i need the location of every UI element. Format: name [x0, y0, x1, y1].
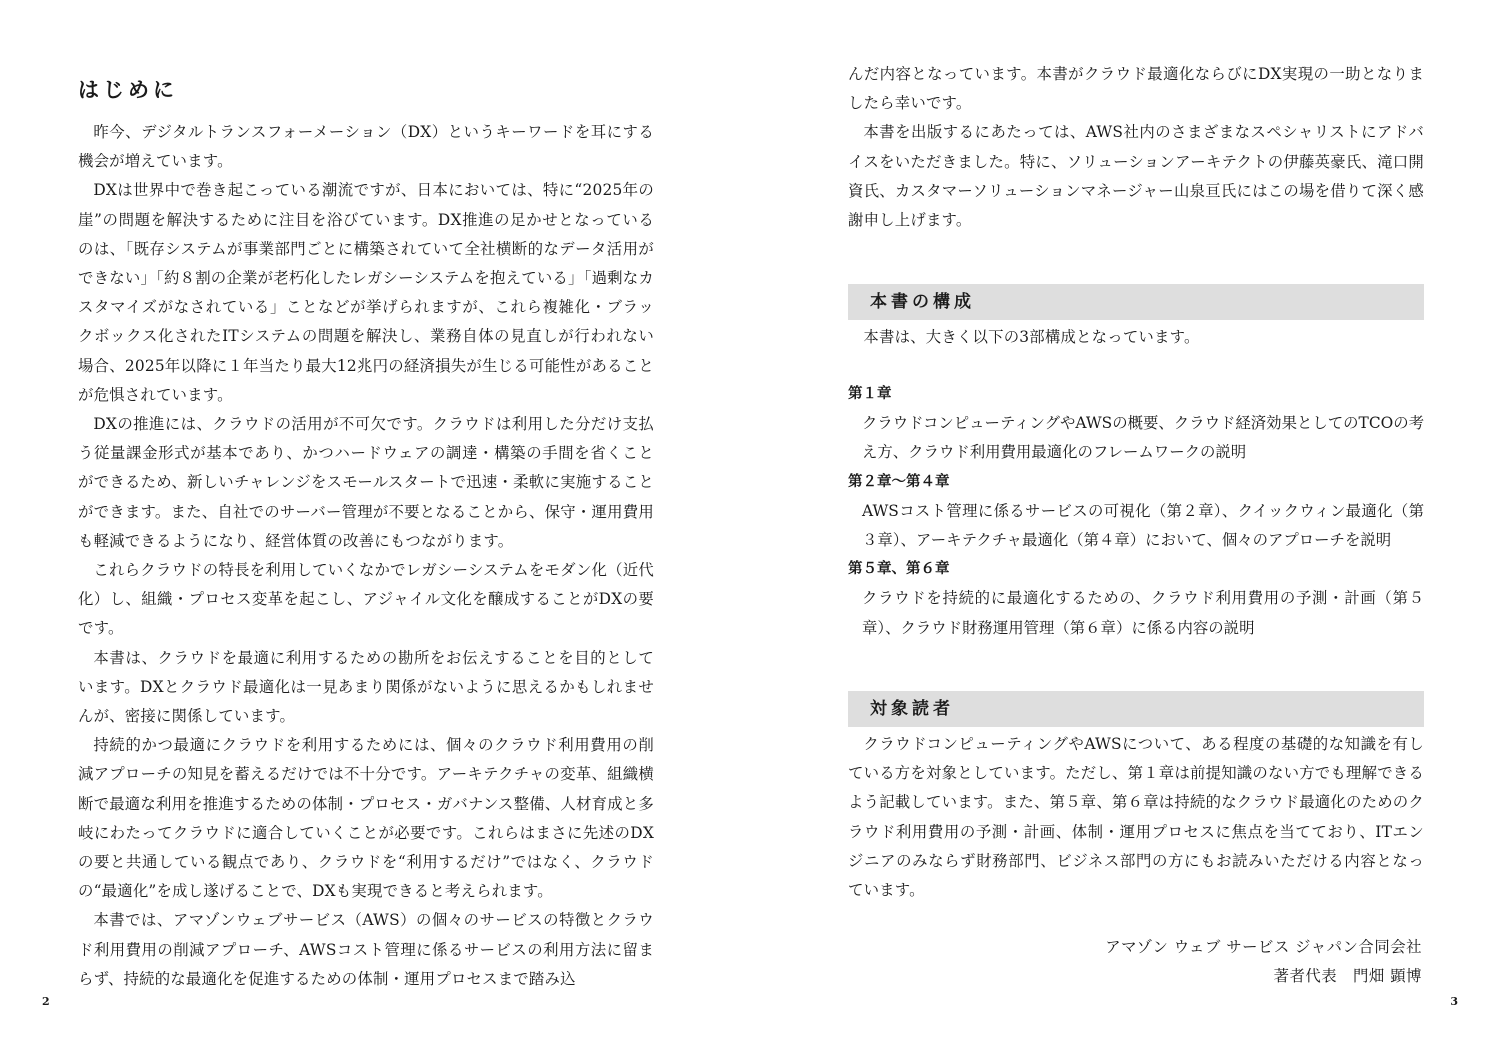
chapter-title: 第５章、第６章	[848, 561, 950, 578]
chapter-list	[848, 380, 1424, 643]
paragraph: クラウドコンピューティングやAWSについて、ある程度の基礎的な知識を有している方を対象としています。ただし、第１章は前提知識のない方でも理解できるよう記載しています。また、第５章、第６章は持続的なクラウド最適化のためのクラウド利用費用の予測・計画、体制・運用プロセスに焦点を当てており、ITエンジニアのみならず財務部門、ビジネス部門の方にもお読みいただける内容となっています。	[848, 735, 1424, 900]
left-body-text	[78, 118, 654, 994]
section-heading-readers: 対象読者	[848, 691, 1424, 727]
continued-text	[848, 60, 1424, 235]
structure-intro	[848, 323, 1424, 352]
signature-author: 著者代表 門畑 顕博	[1273, 967, 1422, 985]
section-heading-structure: 本書の構成	[848, 284, 1424, 320]
chapter-description: AWSコスト管理に係るサービスの可視化（第２章）、クイックウィン最適化（第３章）、アーキテクチャ最適化（第４章）において、個々のアプローチを説明	[862, 501, 1424, 550]
paragraph: んだ内容となっています。本書がクラウド最適化ならびにDX実現の一助となりましたら幸いです。	[848, 65, 1424, 113]
page-number: 3	[1450, 995, 1458, 1008]
chapter-title: 第１章	[848, 386, 892, 402]
paragraph: 本書を出版するにあたっては、AWS社内のさまざまなスペシャリストにアドバイスをいただきました。特に、ソリューションアーキテクトの伊藤英豪氏、滝口開資氏、カスタマーソリューションマネージャー山泉亘氏にはこの場を借りて深く感謝申し上げます。	[848, 123, 1424, 230]
paragraph: 持続的かつ最適にクラウドを利用するためには、個々のクラウド利用費用の削減アプローチの知見を蓄えるだけでは不十分です。アーキテクチャの変革、組織横断で最適な利用を推進するための体制・プロセス・ガバナンス整備、人材育成と多岐にわたってクラウドに適合していくことが必要です。これらはまさに先述のDXの要と共通している観点であり、クラウドを“利用するだけ”ではなく、クラウドの“最適化”を成し遂げることで、DXも実現できると考えられます。	[78, 736, 654, 901]
chapter-title: 第２章〜第４章	[848, 473, 950, 490]
right-page	[750, 0, 1500, 1040]
paragraph: 本書では、アマゾンウェブサービス（AWS）の個々のサービスの特徴とクラウド利用費用の削減アプローチ、AWSコスト管理に係るサービスの利用方法に留まらず、持続的な最適化を促進するための体制・運用プロセスまで踏み込	[78, 911, 654, 988]
paragraph: DXの推進には、クラウドの活用が不可欠です。クラウドは利用した分だけ支払う従量課金形式が基本であり、かつハードウェアの調達・構築の手間を省くことができるため、新しいチャレンジをスモールスタートで迅速・柔軟に実施することができます。また、自社でのサーバー管理が不要となることから、保守・運用費用も軽減できるようになり、経営体質の改善にもつながります。	[78, 415, 654, 550]
page-number: 2	[42, 995, 50, 1008]
paragraph: DXは世界中で巻き起こっている潮流ですが、日本においては、特に“2025年の崖”の問題を解決するために注目を浴びています。DX推進の足かせとなっているのは、「既存システムが事業部門ごとに構築されていて全社横断的なデータ活用ができない」「約８割の企業が老朽化したレガシーシステムを抱えている」「過剰なカスタマイズがなされている」ことなどが挙げられますが、これら複雑化・ブラックボックス化されたITシステムの問題を解決し、業務自体の見直しが行われない場合、2025年以降に１年当たり最大12兆円の経済損失が生じる可能性があることが危惧されています。	[78, 181, 654, 404]
paragraph: 昨今、デジタルトランスフォーメーション（DX）というキーワードを耳にする機会が増えています。	[78, 123, 654, 171]
readers-text	[848, 730, 1424, 905]
chapter-description: クラウドを持続的に最適化するための、クラウド利用費用の予測・計画（第５章）、クラウド財務運用管理（第６章）に係る内容の説明	[862, 589, 1424, 637]
signature-company: アマゾン ウェブ サービス ジャパン合同会社	[1105, 938, 1422, 956]
page-heading: はじめに	[78, 78, 178, 102]
paragraph: 本書は、クラウドを最適に利用するための勘所をお伝えすることを目的としています。DXとクラウド最適化は一見あまり関係がないように思えるかもしれませんが、密接に関係しています。	[78, 648, 654, 726]
paragraph: これらクラウドの特長を利用していくなかでレガシーシステムをモダン化（近代化）し、組織・プロセス変革を起こし、アジャイル文化を醸成することがDXの要です。	[78, 561, 654, 638]
paragraph: 本書は、大きく以下の3部構成となっています。	[863, 328, 1200, 346]
chapter-description: クラウドコンピューティングやAWSの概要、クラウド経済効果としてのTCOの考え方、クラウド利用費用最適化のフレームワークの説明	[862, 414, 1424, 462]
